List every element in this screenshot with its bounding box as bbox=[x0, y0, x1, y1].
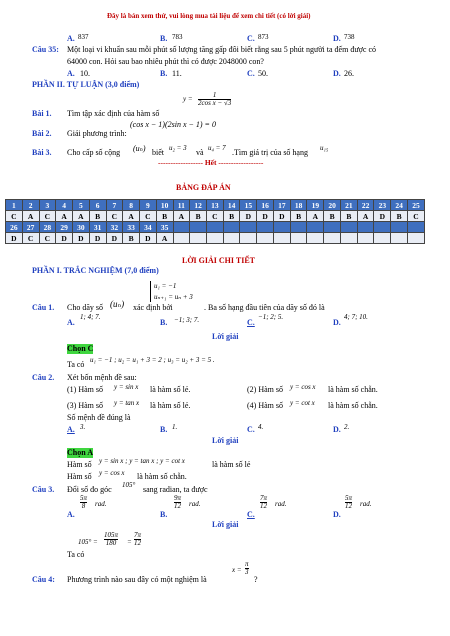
answer-empty-cell bbox=[307, 233, 324, 244]
answer-empty-cell bbox=[273, 222, 290, 233]
solutions-title: LỜI GIẢI CHI TIẾT bbox=[182, 256, 255, 265]
c2-s1-b: là hàm số lẻ. bbox=[150, 385, 191, 394]
b3-label: Bài 3. bbox=[32, 148, 52, 157]
b3-u4: u₄ = 7 bbox=[208, 144, 226, 152]
c3-option-d-fraction bbox=[345, 495, 352, 510]
answer-number-cell-r2-2: 27 bbox=[22, 222, 39, 233]
c2-loi-giai: Lời giải bbox=[212, 436, 239, 445]
answer-empty-cell bbox=[391, 222, 408, 233]
b1-formula-num: 1 bbox=[198, 92, 231, 100]
b3-text1: Cho cấp số cộng bbox=[67, 148, 121, 157]
c4-den: 3 bbox=[245, 568, 249, 576]
c1-work: u₁ = −1 ; u₂ = u₁ + 3 = 2 ; u₃ = u₂ + 3 = 5 . bbox=[90, 356, 215, 364]
b2-text: Giải phương trình: bbox=[67, 129, 127, 138]
c3-option-a-fraction bbox=[80, 495, 87, 510]
answer-letter-cell-23: D bbox=[374, 211, 391, 222]
answer-number-cell-9: 9 bbox=[140, 200, 157, 211]
answer-empty-cell bbox=[307, 222, 324, 233]
c3-option-c-unit: rad. bbox=[275, 500, 287, 508]
answer-number-cell-8: 8 bbox=[123, 200, 140, 211]
answer-empty-cell bbox=[273, 233, 290, 244]
c3-text1: Đổi số đo góc bbox=[67, 485, 112, 494]
answer-number-cell-2: 2 bbox=[22, 200, 39, 211]
answer-number-cell-6: 6 bbox=[89, 200, 106, 211]
q35-text-line1: Một loại vi khuẩn sau mỗi phút số lượng tăng gấp đôi biết rằng sau 5 phút người ta đếm được có bbox=[67, 45, 376, 54]
c1-system bbox=[150, 281, 193, 302]
q35-option-d-value: 26. bbox=[344, 69, 354, 78]
c1-option-a-value: 1; 4; 7. bbox=[80, 313, 101, 321]
c3-option-b-unit: rad. bbox=[189, 500, 201, 508]
c3-work-fraction2 bbox=[134, 532, 141, 547]
c4-x: x = bbox=[232, 566, 242, 574]
c2-s3-b: là hàm số lẻ. bbox=[150, 401, 191, 410]
c3-option-d-unit: rad. bbox=[360, 500, 372, 508]
c1-option-d-label: D. bbox=[333, 318, 341, 327]
answer-letter-cell-r2-10: A bbox=[156, 233, 173, 244]
c2-work1-a: Hàm số bbox=[67, 460, 92, 469]
answer-number-cell-14: 14 bbox=[223, 200, 240, 211]
answer-letter-cell-r2-8: B bbox=[123, 233, 140, 244]
answer-letter-cell-19: A bbox=[307, 211, 324, 222]
q34-option-b-value: 783 bbox=[172, 33, 183, 41]
c2-label: Câu 2. bbox=[32, 373, 55, 382]
answer-letter-cell-r2-7: D bbox=[106, 233, 123, 244]
c3-work-lhs: 105° = bbox=[78, 538, 98, 546]
q34-option-a-label: A. bbox=[67, 34, 75, 43]
c1-label: Câu 1. bbox=[32, 303, 55, 312]
answer-letter-cell-r2-2: C bbox=[22, 233, 39, 244]
c2-s3-formula: y = tan x bbox=[114, 399, 140, 407]
answer-letter-cell-4: A bbox=[56, 211, 73, 222]
c1-system-eq1: u₁ = −1 bbox=[154, 282, 177, 290]
c3-option-c-den: 12 bbox=[260, 502, 267, 510]
q34-option-b-label: B. bbox=[160, 34, 168, 43]
answer-number-cell-r2-5: 30 bbox=[73, 222, 90, 233]
answer-empty-cell bbox=[340, 233, 357, 244]
c4-num: π bbox=[245, 560, 249, 568]
b1-label: Bài 1. bbox=[32, 109, 52, 118]
answer-letter-cell-22: A bbox=[357, 211, 374, 222]
answer-number-cell-r2-8: 33 bbox=[123, 222, 140, 233]
c2-question: Số mệnh đề đúng là bbox=[67, 413, 131, 422]
answer-letter-cell-17: D bbox=[273, 211, 290, 222]
c3-work-num2: 7π bbox=[134, 531, 142, 539]
c1-option-b-label: B. bbox=[160, 318, 168, 327]
answer-number-cell-7: 7 bbox=[106, 200, 123, 211]
answer-empty-cell bbox=[290, 222, 307, 233]
answer-empty-cell bbox=[324, 222, 341, 233]
answer-number-cell-23: 23 bbox=[374, 200, 391, 211]
answer-letter-cell-21: B bbox=[340, 211, 357, 222]
c2-text: Xét bốn mệnh đề sau: bbox=[67, 373, 137, 382]
c3-work-eq: = bbox=[127, 538, 132, 546]
answer-letter-cell-r2-6: D bbox=[89, 233, 106, 244]
answer-letter-cell-12: B bbox=[190, 211, 207, 222]
answer-number-cell-5: 5 bbox=[73, 200, 90, 211]
answer-letter-cell-1: C bbox=[6, 211, 23, 222]
c2-s2-b: là hàm số chẵn. bbox=[328, 385, 378, 394]
c1-loi-giai: Lời giải bbox=[212, 332, 239, 341]
q35-option-b-value: 11. bbox=[172, 69, 182, 78]
answer-letter-cell-14: B bbox=[223, 211, 240, 222]
q34-option-c-value: 873 bbox=[258, 33, 269, 41]
answer-empty-cell bbox=[173, 233, 190, 244]
answer-number-cell-r2-9: 34 bbox=[140, 222, 157, 233]
answer-letter-cell-7: C bbox=[106, 211, 123, 222]
answer-empty-cell bbox=[223, 233, 240, 244]
q35-text-line2: 64000 con. Hỏi sau bao nhiêu phút thì có được 2048000 con? bbox=[67, 57, 264, 66]
answer-letter-cell-15: D bbox=[240, 211, 257, 222]
c3-option-b-label: B. bbox=[160, 510, 168, 519]
c1-option-d-value: 4; 7; 10. bbox=[344, 313, 368, 321]
answer-letter-cell-18: B bbox=[290, 211, 307, 222]
c4-question-mark: ? bbox=[254, 575, 258, 584]
c3-angle: 105° bbox=[122, 481, 136, 489]
answer-number-cell-21: 21 bbox=[340, 200, 357, 211]
c1-taco: Ta có bbox=[67, 360, 85, 369]
answer-empty-cell bbox=[240, 233, 257, 244]
answer-number-cell-10: 10 bbox=[156, 200, 173, 211]
answer-empty-cell bbox=[357, 222, 374, 233]
c3-option-a-num: 5π bbox=[80, 494, 88, 502]
b3-text2: biết bbox=[152, 148, 164, 157]
preview-notice: Đây là bản xem thử, vui lòng mua tài liệu để xem chi tiết (có lời giải) bbox=[107, 12, 311, 20]
answer-number-cell-11: 11 bbox=[173, 200, 190, 211]
c3-option-a-label: A. bbox=[67, 510, 75, 519]
answer-letter-cell-r2-4: D bbox=[56, 233, 73, 244]
answer-empty-cell bbox=[324, 233, 341, 244]
answer-number-cell-18: 18 bbox=[290, 200, 307, 211]
c1-option-c-value: −1; 2; 5. bbox=[258, 313, 284, 321]
c1-text3: . Ba số hạng đầu tiên của dãy số đó là bbox=[204, 303, 325, 312]
q34-option-d-value: 738 bbox=[344, 33, 355, 41]
c1-seq: (uₙ) bbox=[110, 299, 125, 309]
answer-letter-cell-20: B bbox=[324, 211, 341, 222]
answer-empty-cell bbox=[257, 233, 274, 244]
answer-number-cell-r2-6: 31 bbox=[89, 222, 106, 233]
c3-taco: Ta có bbox=[67, 550, 85, 559]
c2-s3-a: (3) Hàm số bbox=[67, 401, 103, 410]
c1-option-b-value: −1; 3; 7. bbox=[174, 316, 200, 324]
answer-empty-cell bbox=[290, 233, 307, 244]
c2-option-a-value: 3. bbox=[80, 423, 86, 431]
c2-work1-formula: y = sin x ; y = tan x ; y = cot x bbox=[99, 457, 185, 465]
answer-letter-cell-10: B bbox=[156, 211, 173, 222]
c2-s2-a: (2) Hàm số bbox=[247, 385, 283, 394]
answer-empty-cell bbox=[240, 222, 257, 233]
c3-work-fraction1 bbox=[104, 532, 118, 547]
answer-empty-cell bbox=[391, 233, 408, 244]
answer-table-title: BẢNG ĐÁP ÁN bbox=[176, 183, 231, 192]
c1-option-c-label: C. bbox=[247, 318, 255, 327]
answer-empty-cell bbox=[374, 222, 391, 233]
q35-option-a-value: 10. bbox=[80, 69, 90, 78]
c1-option-a-label: A. bbox=[67, 318, 75, 327]
answer-number-cell-r2-10: 35 bbox=[156, 222, 173, 233]
c1-text1: Cho dãy số bbox=[67, 303, 103, 312]
q34-option-c-label: C. bbox=[247, 34, 255, 43]
q35-option-d-label: D. bbox=[333, 69, 341, 78]
answer-empty-cell bbox=[374, 233, 391, 244]
q35-option-b-label: B. bbox=[160, 69, 168, 78]
c3-loi-giai: Lời giải bbox=[212, 520, 239, 529]
c2-work2-b: là hàm số chẵn. bbox=[137, 472, 187, 481]
c3-label: Câu 3. bbox=[32, 485, 55, 494]
c3-option-d-label: D. bbox=[333, 510, 341, 519]
b3-u15: u₁₅ bbox=[320, 144, 329, 152]
answer-letter-cell-5: A bbox=[73, 211, 90, 222]
answer-letter-cell-13: C bbox=[206, 211, 223, 222]
c3-option-a-unit: rad. bbox=[95, 500, 107, 508]
answer-letter-cell-16: D bbox=[257, 211, 274, 222]
c4-fraction bbox=[245, 561, 249, 576]
answer-letter-cell-11: A bbox=[173, 211, 190, 222]
answer-letter-cell-r2-3: C bbox=[39, 233, 56, 244]
answer-number-cell-13: 13 bbox=[206, 200, 223, 211]
q34-option-a-value: 837 bbox=[78, 33, 89, 41]
answer-number-cell-15: 15 bbox=[240, 200, 257, 211]
answer-letter-cell-r2-5: D bbox=[73, 233, 90, 244]
c2-option-c-value: 4. bbox=[258, 423, 264, 431]
c3-option-c-label: C. bbox=[247, 510, 255, 519]
answer-number-cell-r2-7: 32 bbox=[106, 222, 123, 233]
answer-letter-cell-r2-1: D bbox=[6, 233, 23, 244]
answer-letter-cell-9: C bbox=[140, 211, 157, 222]
c3-option-a-den: 8 bbox=[81, 502, 86, 510]
answer-row-1-numbers bbox=[6, 200, 425, 211]
b1-formula bbox=[198, 92, 231, 107]
answer-letter-cell-24: B bbox=[391, 211, 408, 222]
c2-option-d-value: 2. bbox=[344, 423, 350, 431]
q35-option-c-label: C. bbox=[247, 69, 255, 78]
answer-empty-cell bbox=[407, 233, 424, 244]
q34-option-d-label: D. bbox=[333, 34, 341, 43]
answer-number-cell-22: 22 bbox=[357, 200, 374, 211]
c2-s4-b: là hàm số chẵn. bbox=[328, 401, 378, 410]
answer-number-cell-r2-3: 28 bbox=[39, 222, 56, 233]
answer-letter-cell-r2-9: D bbox=[140, 233, 157, 244]
answer-row-2-answers bbox=[6, 233, 425, 244]
end-marker: ------------------ Hết ------------------ bbox=[158, 158, 264, 167]
b3-and: và bbox=[196, 148, 204, 157]
b3-seq: (uₙ) bbox=[133, 144, 146, 153]
b1-text: Tìm tập xác định của hàm số bbox=[67, 109, 160, 118]
c3-option-b-fraction bbox=[174, 495, 181, 510]
answer-number-cell-20: 20 bbox=[324, 200, 341, 211]
c1-chon: Chọn C bbox=[67, 344, 94, 353]
answer-number-cell-24: 24 bbox=[391, 200, 408, 211]
answer-number-cell-3: 3 bbox=[39, 200, 56, 211]
answer-empty-cell bbox=[190, 222, 207, 233]
b3-u2: u₂ = 3 bbox=[169, 144, 187, 152]
c2-option-a-label: A. bbox=[67, 425, 75, 434]
c3-option-d-num: 5π bbox=[345, 494, 353, 502]
answer-row-1-answers bbox=[6, 211, 425, 222]
c3-work-den1: 180 bbox=[105, 539, 117, 547]
c2-s2-formula: y = cos x bbox=[290, 383, 316, 391]
c2-option-c-label: C. bbox=[247, 425, 255, 434]
q35-option-a-label: A. bbox=[67, 69, 75, 78]
b1-formula-den: 2cos x − √3 bbox=[198, 99, 232, 107]
answer-number-cell-19: 19 bbox=[307, 200, 324, 211]
c3-option-b-num: 9π bbox=[174, 494, 182, 502]
c4-label: Câu 4: bbox=[32, 575, 55, 584]
answer-letter-cell-8: A bbox=[123, 211, 140, 222]
answer-letter-cell-3: C bbox=[39, 211, 56, 222]
b2-formula: (cos x − 1)(2sin x − 1) = 0 bbox=[130, 120, 216, 129]
b2-label: Bài 2. bbox=[32, 129, 52, 138]
solutions-part1-heading: PHẦN I. TRẮC NGHIỆM (7,0 điểm) bbox=[32, 266, 159, 275]
answer-number-cell-r2-1: 26 bbox=[6, 222, 23, 233]
answer-number-cell-12: 12 bbox=[190, 200, 207, 211]
answer-number-cell-25: 25 bbox=[407, 200, 424, 211]
c3-work-den2: 12 bbox=[134, 539, 141, 547]
c2-s4-a: (4) Hàm số bbox=[247, 401, 283, 410]
c2-work2-formula: y = cos x bbox=[99, 469, 125, 477]
answer-empty-cell bbox=[206, 233, 223, 244]
q35-option-c-value: 50. bbox=[258, 69, 268, 78]
c2-chon: Chọn A bbox=[67, 448, 94, 457]
answer-number-cell-16: 16 bbox=[257, 200, 274, 211]
c1-system-eq2: uₙ₊₁ = uₙ + 3 bbox=[154, 292, 193, 301]
answer-empty-cell bbox=[206, 222, 223, 233]
c2-s4-formula: y = cot x bbox=[290, 399, 315, 407]
c4-text: Phương trình nào sau đây có một nghiệm là bbox=[67, 575, 207, 584]
c2-work2-a: Hàm số bbox=[67, 472, 92, 481]
c2-work1-b: là hàm số lẻ bbox=[212, 460, 251, 469]
answer-empty-cell bbox=[223, 222, 240, 233]
answer-number-cell-4: 4 bbox=[56, 200, 73, 211]
answer-row-2-numbers bbox=[6, 222, 425, 233]
c2-option-b-label: B. bbox=[160, 425, 168, 434]
c2-s1-a: (1) Hàm số bbox=[67, 385, 103, 394]
b1-formula-lhs: y = bbox=[183, 95, 193, 103]
c3-work-num1: 105π bbox=[104, 531, 119, 539]
c1-text2: xác định bởi bbox=[133, 303, 173, 312]
c2-option-d-label: D. bbox=[333, 425, 341, 434]
answer-letter-cell-25: C bbox=[407, 211, 424, 222]
q35-label: Câu 35: bbox=[32, 45, 59, 54]
answer-empty-cell bbox=[340, 222, 357, 233]
c3-option-c-num: 7π bbox=[260, 494, 268, 502]
c3-text2: sang radian, ta được bbox=[143, 485, 208, 494]
answer-number-cell-r2-4: 29 bbox=[56, 222, 73, 233]
c3-option-d-den: 12 bbox=[345, 502, 352, 510]
part2-heading: PHẦN II. TỰ LUẬN (3,0 điểm) bbox=[32, 80, 140, 89]
answer-empty-cell bbox=[257, 222, 274, 233]
answer-empty-cell bbox=[173, 222, 190, 233]
answer-number-cell-17: 17 bbox=[273, 200, 290, 211]
answer-letter-cell-2: A bbox=[22, 211, 39, 222]
answer-letter-cell-6: B bbox=[89, 211, 106, 222]
c3-option-c-fraction bbox=[260, 495, 267, 510]
answer-empty-cell bbox=[357, 233, 374, 244]
answer-number-cell-1: 1 bbox=[6, 200, 23, 211]
c3-option-b-den: 12 bbox=[174, 502, 181, 510]
b3-text3: .Tìm giá trị của số hạng bbox=[232, 148, 308, 157]
answer-empty-cell bbox=[407, 222, 424, 233]
c2-option-b-value: 1. bbox=[172, 423, 178, 431]
answer-empty-cell bbox=[190, 233, 207, 244]
c2-s1-formula: y = sin x bbox=[114, 383, 139, 391]
answer-table bbox=[5, 199, 425, 244]
